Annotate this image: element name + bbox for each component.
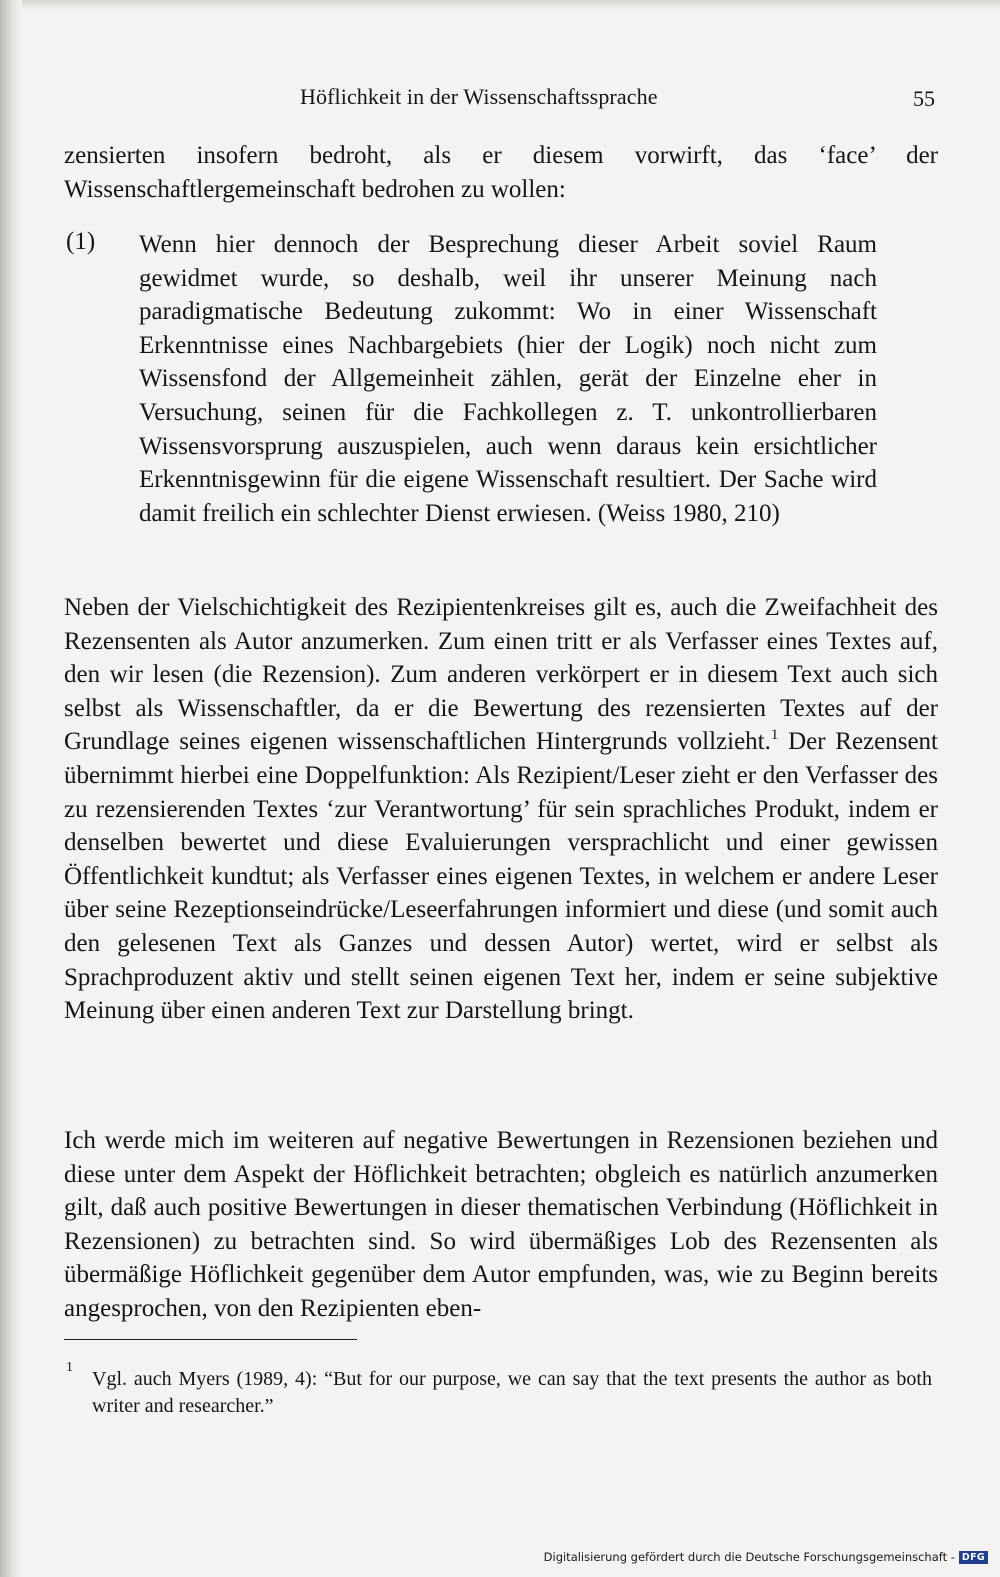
digitization-notice bbox=[544, 1550, 988, 1564]
page-number: 55 bbox=[913, 86, 935, 111]
paragraph-intro: zensierten insofern bedroht, als er diesem vorwirft, das ‘face’ der Wissenschaftlergemeinschaft bedrohen zu wollen: bbox=[64, 142, 938, 203]
running-title: Höflichkeit in der Wissenschaftssprache bbox=[300, 84, 658, 109]
footnote-divider bbox=[64, 1339, 357, 1340]
block-quote: Wenn hier dennoch der Besprechung dieser Arbeit soviel Raum gewidmet wurde, so deshalb, weil ihr unserer Meinung nach paradigmatische Bedeutung zukommt: Wo in einer Wissenschaft Erkenntnisse eines Nachbargebiets (hier der Logik) noch nicht zum Wissensfond der Allgemeinheit zählen, gerät der Einzelne eher in Versuchung, seinen für die Fachkollegen z. T. unkontrollierbaren Wissensvorsprung auszuspielen, auch wenn daraus kein ersichtlicher Erkenntnisgewinn für die eigene Wissenschaft resultiert. Der Sache wird damit freilich ein schlechter Dienst erwiesen. (Weiss 1980, 210) bbox=[139, 231, 877, 527]
dfg-logo: DFG bbox=[959, 1551, 988, 1564]
paragraph-reviewer-role-part2: Der Rezensent übernimmt hierbei eine Doppelfunktion: Als Rezipient/Leser zieht er den Verfasser des zu rezensierenden Textes ‘zur Verantwortung’ für sein sprachliches Produkt, indem er denselben bewertet und diese Evaluierungen versprachlicht und einer gewissen Öffentlichkeit kundtut; als Verfasser eines eigenen Textes, in welchem er andere Leser über seine Rezeptionseindrücke/Leseerfahrungen informiert und diese (und somit auch den gelesenen Text als Ganzes und dessen Autor) wertet, wird er selbst als Sprachproduzent aktiv und stellt seinen eigenen Text her, indem er seine subjektive Meinung über einen anderen Text zur Darstellung bringt. bbox=[64, 728, 939, 1025]
paragraph-reviewer-role bbox=[64, 591, 938, 1028]
footnote-marker: 1 bbox=[66, 1360, 73, 1375]
scan-edge-left bbox=[0, 0, 22, 1577]
example-number: (1) bbox=[66, 228, 96, 255]
paragraph-negative-evaluations: Ich werde mich im weiteren auf negative Bewertungen in Rezensionen beziehen und diese unter dem Aspekt der Höflichkeit betrachten; obgleich es natürlich anzumerken gilt, daß auch positive Bewertungen in dieser thematischen Verbindung (Höflichkeit in Rezensionen) zu betrachten sind. So wird übermäßiges Lob des Rezensenten als übermäßige Höflichkeit gegenüber dem Autor empfunden, was, wie zu Beginn bereits angesprochen, von den Rezipienten eben- bbox=[64, 1127, 938, 1322]
footnote-text: Vgl. auch Myers (1989, 4): “But for our purpose, we can say that the text presents the author as both writer and researcher.” bbox=[92, 1368, 932, 1417]
footnote-reference[interactable]: 1 bbox=[770, 727, 779, 744]
paragraph-reviewer-role-part1: Neben der Vielschichtigkeit des Rezipientenkreises gilt es, auch die Zweifachheit des Rezensenten als Autor anzumerken. Zum einen tritt er als Verfasser eines Textes auf, den wir lesen (die Rezension). Zum anderen verkörpert er in diesem Text auch sich selbst als Wissenschaftler, da er die Bewertung des rezensierten Textes auf der Grundlage seines eigenen wissenschaftlichen Hintergrunds vollzieht. bbox=[64, 594, 938, 756]
scan-edge-top bbox=[0, 0, 1000, 10]
digitization-notice-text: Digitalisierung gefördert durch die Deutsche Forschungsgemeinschaft - bbox=[543, 1550, 955, 1564]
